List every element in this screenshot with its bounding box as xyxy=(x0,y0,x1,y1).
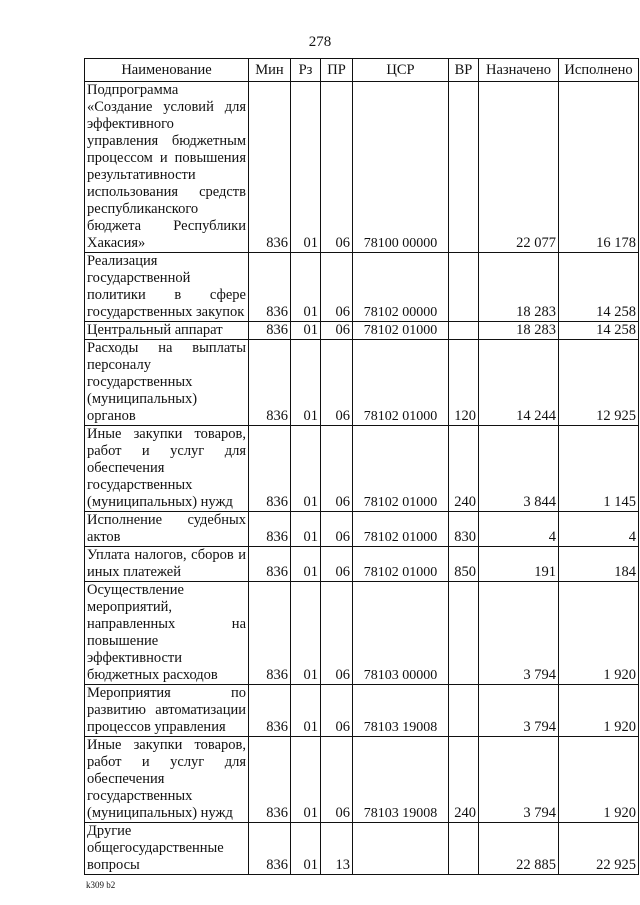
row-min: 836 xyxy=(249,340,291,426)
row-csr: 78103 19008 xyxy=(353,737,449,823)
row-csr: 78103 00000 xyxy=(353,582,449,685)
row-vr xyxy=(449,823,479,875)
row-executed: 4 xyxy=(559,512,639,547)
row-assigned: 191 xyxy=(479,547,559,582)
table-row xyxy=(85,685,639,737)
table-row xyxy=(85,547,639,582)
row-executed: 1 920 xyxy=(559,582,639,685)
header-vr: ВР xyxy=(449,59,479,82)
row-vr: 120 xyxy=(449,340,479,426)
row-vr xyxy=(449,82,479,253)
row-pr: 06 xyxy=(321,685,353,737)
row-vr: 240 xyxy=(449,737,479,823)
header-pr: ПР xyxy=(321,59,353,82)
row-name: Уплата налогов, сборов и иных платежей xyxy=(85,547,249,582)
row-rz: 01 xyxy=(291,82,321,253)
row-min: 836 xyxy=(249,547,291,582)
row-rz: 01 xyxy=(291,582,321,685)
row-min: 836 xyxy=(249,582,291,685)
row-executed: 14 258 xyxy=(559,253,639,322)
header-assigned: Назначено xyxy=(479,59,559,82)
table-header-row xyxy=(85,59,639,82)
row-name: Иные закупки товаров, работ и услуг для обеспечения государственных (муниципальных) нужд xyxy=(85,737,249,823)
row-rz: 01 xyxy=(291,512,321,547)
row-csr: 78102 01000 xyxy=(353,547,449,582)
row-min: 836 xyxy=(249,322,291,340)
row-pr: 06 xyxy=(321,737,353,823)
row-vr: 240 xyxy=(449,426,479,512)
row-csr xyxy=(353,823,449,875)
row-csr: 78102 01000 xyxy=(353,426,449,512)
row-rz: 01 xyxy=(291,426,321,512)
row-name: Реализация государственной политики в сфере государственных закупок xyxy=(85,253,249,322)
row-assigned: 3 844 xyxy=(479,426,559,512)
row-vr: 850 xyxy=(449,547,479,582)
footer-code: k309 b2 xyxy=(86,880,116,890)
table-row xyxy=(85,426,639,512)
row-rz: 01 xyxy=(291,340,321,426)
header-rz: Рз xyxy=(291,59,321,82)
header-executed: Исполнено xyxy=(559,59,639,82)
row-pr: 06 xyxy=(321,582,353,685)
row-name: Иные закупки товаров, работ и услуг для обеспечения государственных (муниципальных) нужд xyxy=(85,426,249,512)
row-name: Исполнение судебных актов xyxy=(85,512,249,547)
row-pr: 06 xyxy=(321,253,353,322)
budget-table xyxy=(84,58,639,875)
row-name: Расходы на выплаты персоналу государственных (муниципальных) органов xyxy=(85,340,249,426)
table-row xyxy=(85,823,639,875)
row-assigned: 3 794 xyxy=(479,737,559,823)
row-rz: 01 xyxy=(291,547,321,582)
row-min: 836 xyxy=(249,685,291,737)
row-csr: 78102 01000 xyxy=(353,322,449,340)
row-csr: 78102 01000 xyxy=(353,340,449,426)
row-csr: 78103 19008 xyxy=(353,685,449,737)
row-assigned: 22 885 xyxy=(479,823,559,875)
row-min: 836 xyxy=(249,426,291,512)
row-assigned: 3 794 xyxy=(479,685,559,737)
row-pr: 13 xyxy=(321,823,353,875)
row-assigned: 18 283 xyxy=(479,253,559,322)
row-vr xyxy=(449,322,479,340)
row-rz: 01 xyxy=(291,685,321,737)
row-rz: 01 xyxy=(291,737,321,823)
row-executed: 1 920 xyxy=(559,685,639,737)
row-assigned: 4 xyxy=(479,512,559,547)
row-vr: 830 xyxy=(449,512,479,547)
row-min: 836 xyxy=(249,512,291,547)
row-name: Центральный аппарат xyxy=(85,322,249,340)
row-pr: 06 xyxy=(321,547,353,582)
row-executed: 184 xyxy=(559,547,639,582)
row-vr xyxy=(449,685,479,737)
table-row xyxy=(85,322,639,340)
row-pr: 06 xyxy=(321,426,353,512)
table-row xyxy=(85,253,639,322)
row-min: 836 xyxy=(249,82,291,253)
row-pr: 06 xyxy=(321,322,353,340)
header-name: Наименование xyxy=(85,59,249,82)
row-csr: 78102 01000 xyxy=(353,512,449,547)
table-row xyxy=(85,737,639,823)
header-csr: ЦСР xyxy=(353,59,449,82)
row-assigned: 14 244 xyxy=(479,340,559,426)
row-vr xyxy=(449,253,479,322)
row-csr: 78100 00000 xyxy=(353,82,449,253)
row-min: 836 xyxy=(249,823,291,875)
row-executed: 1 920 xyxy=(559,737,639,823)
row-name: Мероприятия по развитию автоматизации процессов управления xyxy=(85,685,249,737)
row-rz: 01 xyxy=(291,253,321,322)
row-rz: 01 xyxy=(291,823,321,875)
row-pr: 06 xyxy=(321,82,353,253)
table-row xyxy=(85,582,639,685)
row-pr: 06 xyxy=(321,512,353,547)
row-vr xyxy=(449,582,479,685)
row-name: Осуществление мероприятий, направленных на повышение эффективности бюджетных расходов xyxy=(85,582,249,685)
row-assigned: 3 794 xyxy=(479,582,559,685)
row-min: 836 xyxy=(249,253,291,322)
row-executed: 1 145 xyxy=(559,426,639,512)
row-assigned: 22 077 xyxy=(479,82,559,253)
row-csr: 78102 00000 xyxy=(353,253,449,322)
row-min: 836 xyxy=(249,737,291,823)
header-min: Мин xyxy=(249,59,291,82)
table-row xyxy=(85,82,639,253)
row-name: Другие общегосударственные вопросы xyxy=(85,823,249,875)
row-rz: 01 xyxy=(291,322,321,340)
row-assigned: 18 283 xyxy=(479,322,559,340)
row-executed: 16 178 xyxy=(559,82,639,253)
row-pr: 06 xyxy=(321,340,353,426)
page-number: 278 xyxy=(308,34,332,50)
row-executed: 12 925 xyxy=(559,340,639,426)
table-row xyxy=(85,512,639,547)
table-row xyxy=(85,340,639,426)
row-executed: 14 258 xyxy=(559,322,639,340)
row-executed: 22 925 xyxy=(559,823,639,875)
row-name: Подпрограмма «Создание условий для эффективного управления бюджетным процессом и повышения результативности использования средств республиканского бюджета Республики Хакасия» xyxy=(85,82,249,253)
